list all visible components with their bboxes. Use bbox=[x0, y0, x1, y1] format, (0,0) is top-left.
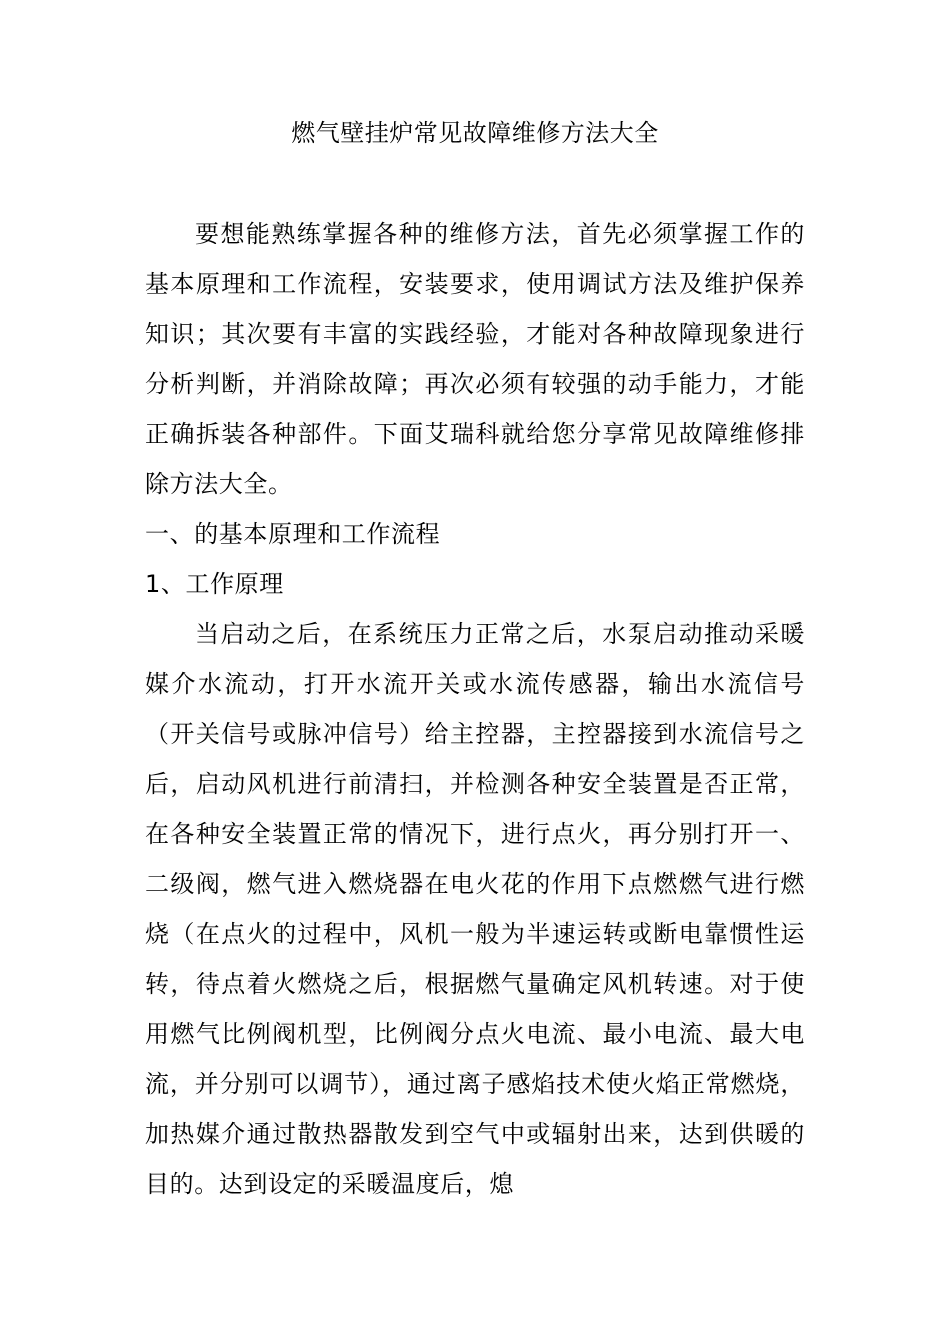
document-body bbox=[145, 209, 805, 1209]
document-title: 燃气壁挂炉常见故障维修方法大全 bbox=[291, 119, 659, 147]
intro-paragraph: 要想能熟练掌握各种的维修方法，首先必须掌握工作的基本原理和工作流程，安装要求，使用调试方法及维护保养知识；其次要有丰富的实践经验，才能对各种故障现象进行分析判断，并消除故障；再次必须有较强的动手能力，才能正确拆装各种部件。下面艾瑞科就给您分享常见故障维修排除方法大全。 bbox=[145, 220, 805, 498]
subsection-heading: 1、工作原理 bbox=[145, 570, 284, 598]
section-heading: 一、的基本原理和工作流程 bbox=[145, 520, 441, 548]
working-principle-paragraph: 当启动之后，在系统压力正常之后，水泵启动推动采暖媒介水流动，打开水流开关或水流传感器，输出水流信号（开关信号或脉冲信号）给主控器，主控器接到水流信号之后，启动风机进行前清扫，并检测各种安全装置是否正常，在各种安全装置正常的情况下，进行点火，再分别打开一、二级阀，燃气进入燃烧器在电火花的作用下点燃燃气进行燃烧（在点火的过程中，风机一般为半速运转或断电靠惯性运转，待点着火燃烧之后，根据燃气量确定风机转速。对于使用燃气比例阀机型，比例阀分点火电流、最小电流、最大电流，并分别可以调节），通过离子感焰技术使火焰正常燃烧，加热媒介通过散热器散发到空气中或辐射出来，达到供暖的目的。达到设定的采暖温度后，熄 bbox=[145, 620, 805, 1198]
